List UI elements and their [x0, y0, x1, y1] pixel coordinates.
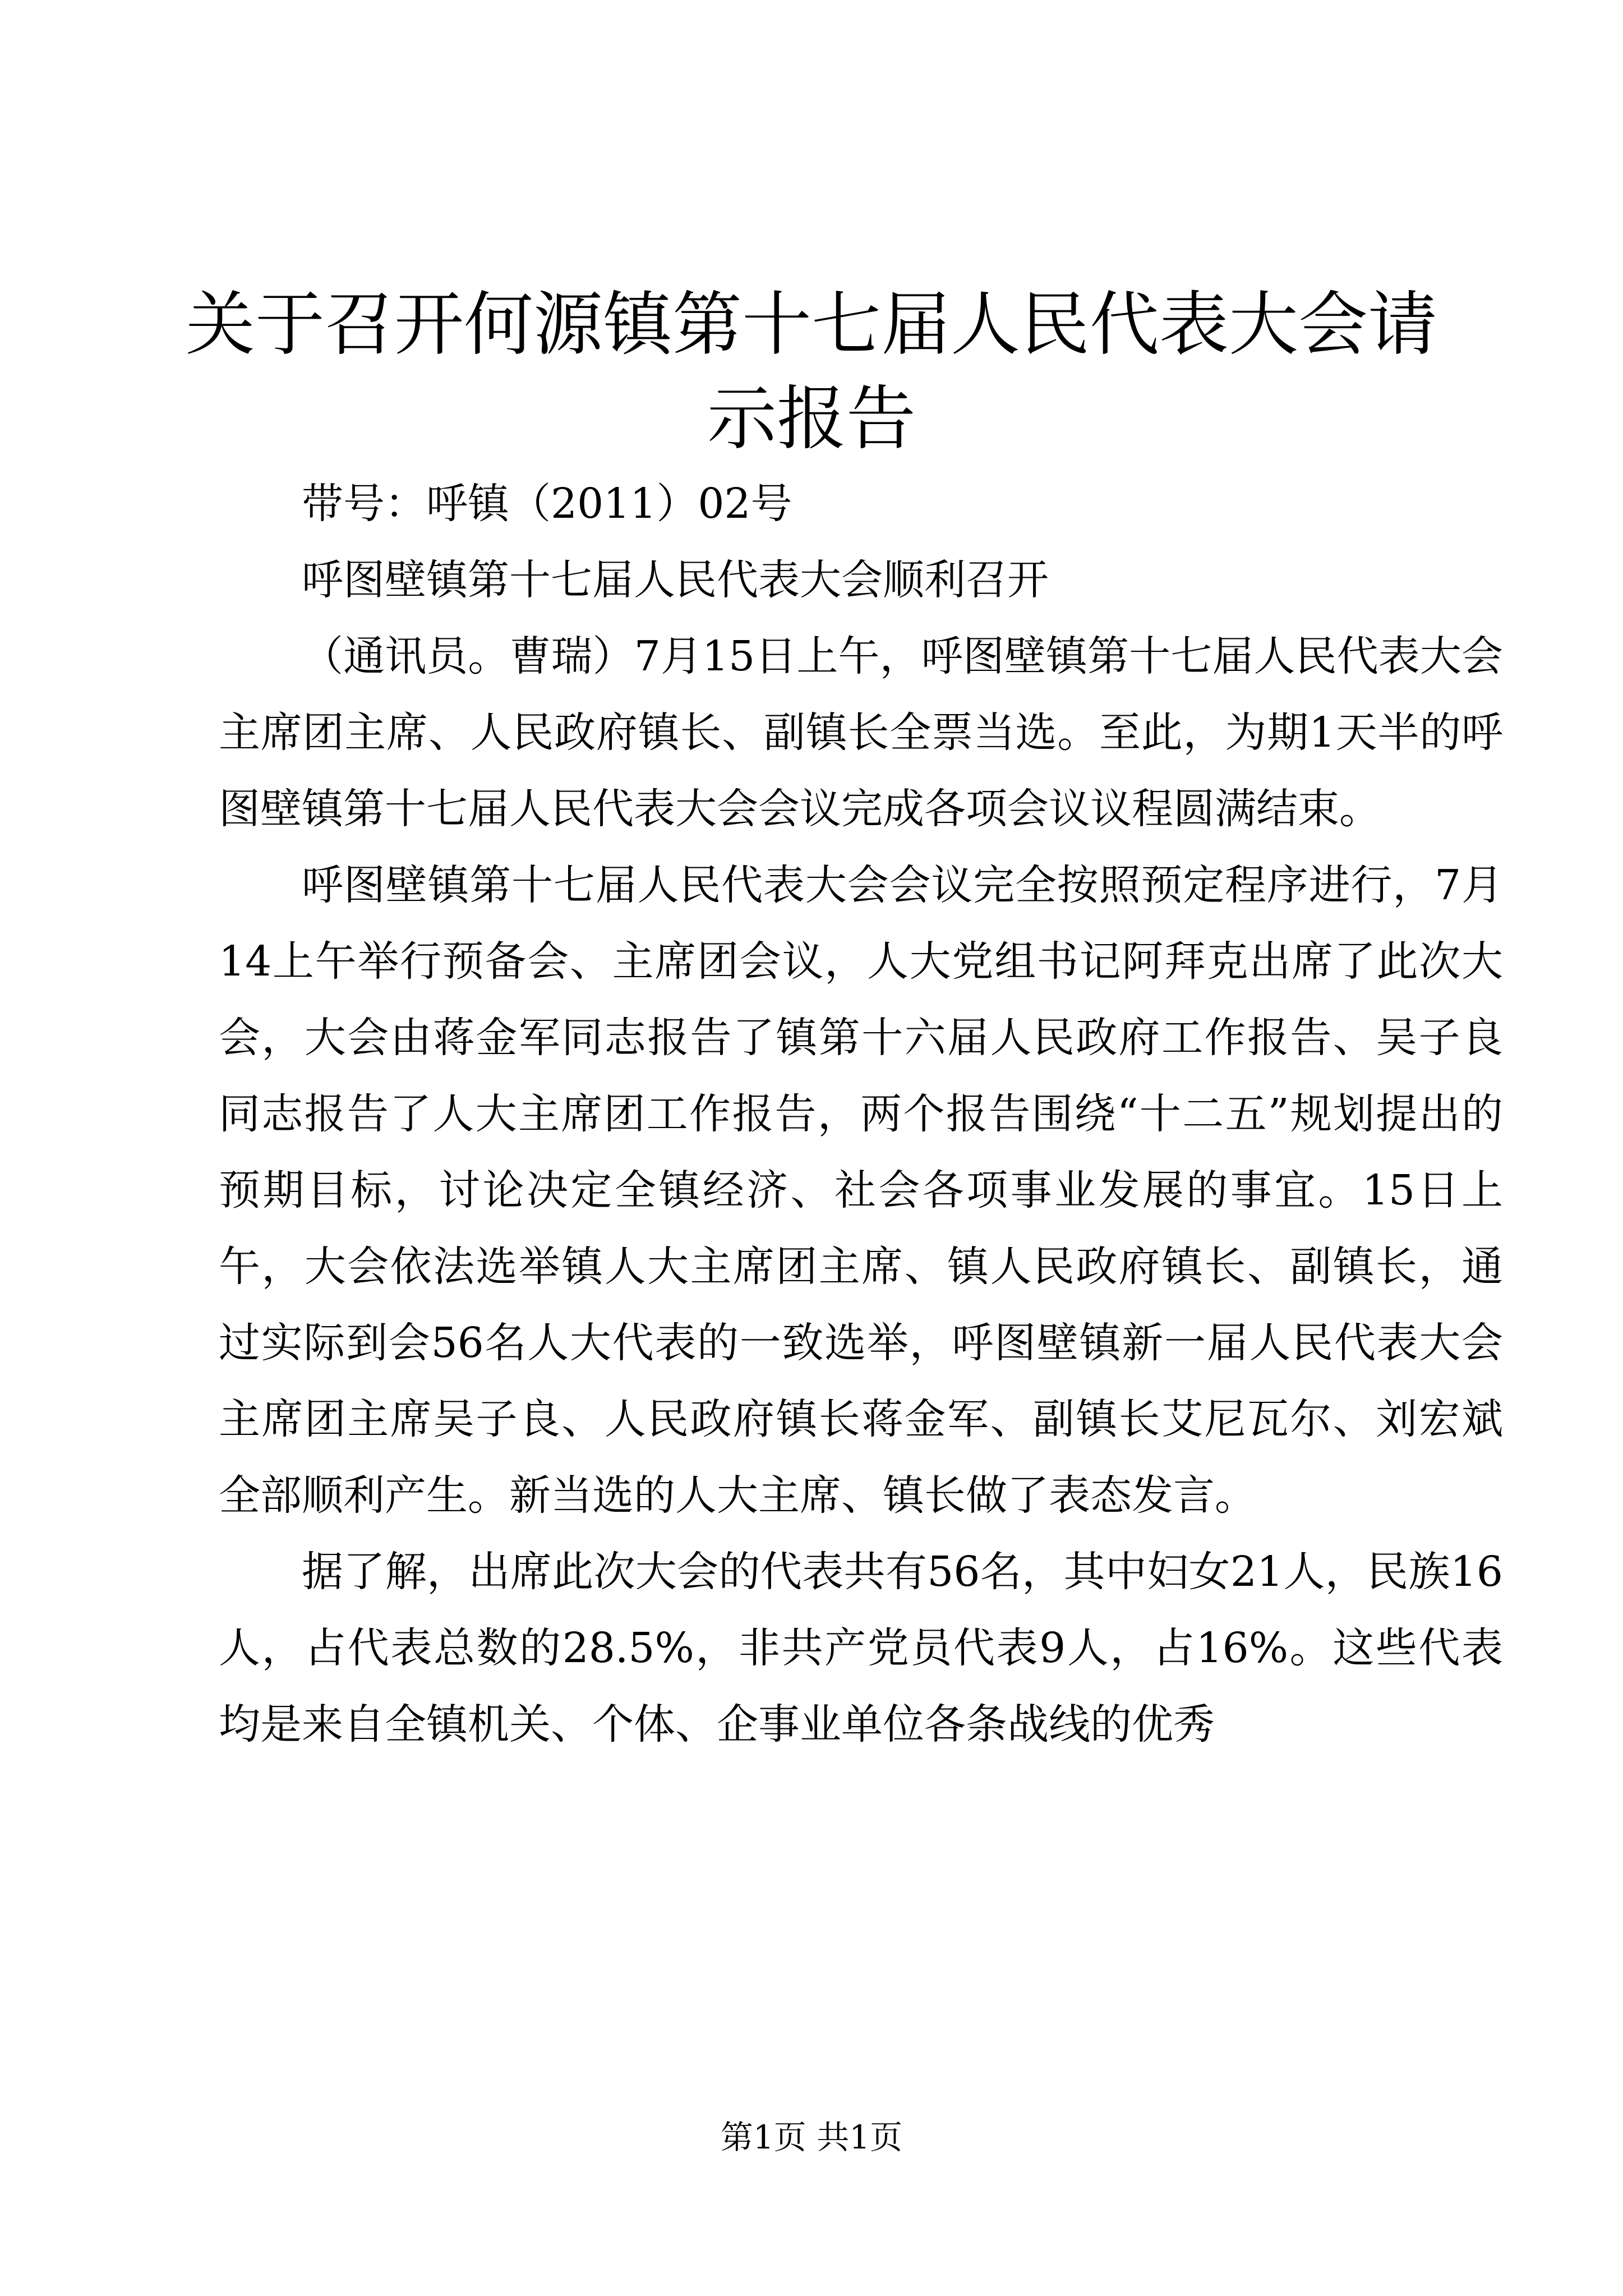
body-paragraph: 呼图壁镇第十七届人民代表大会会议完全按照预定程序进行，7月14上午举行预备会、主席团会议，人大党组书记阿拜克出席了此次大会，大会由蒋金军同志报告了镇第十六届人民政府工作报告、吴子良同志报告了人大主席团工作报告，两个报告围绕“十二五”规划提出的预期目标，讨论决定全镇经济、社会各项事业发展的事宜。15日上午，大会依法选举镇人大主席团主席、镇人民政府镇长、副镇长，通过实际到会56名人大代表的一致选举，呼图壁镇新一届人民代表大会主席团主席吴子良、人民政府镇长蒋金军、副镇长艾尼瓦尔、刘宏斌全部顺利产生。新当选的人大主席、镇长做了表态发言。 [219, 861, 1503, 1520]
document-body [219, 466, 1503, 1763]
body-paragraph: 据了解，出席此次大会的代表共有56名，其中妇女21人，民族16人，占代表总数的28.5%，非共产党员代表9人，占16%。这些代表均是来自全镇机关、个体、企事业单位各条战线的优秀 [219, 1548, 1503, 1749]
news-headline: 呼图壁镇第十七届人民代表大会顺利召开 [302, 556, 1049, 604]
body-paragraph: （通讯员。曹瑞）7月15日上午，呼图壁镇第十七届人民代表大会主席团主席、人民政府镇长、副镇长全票当选。至此，为期1天半的呼图壁镇第十七届人民代表大会会议完成各项会议议程圆满结束。 [219, 632, 1503, 833]
document-title: 关于召开何源镇第十七届人民代表大会请示报告 [185, 284, 1437, 459]
document-number: 带号：呼镇（2011）02号 [302, 480, 792, 528]
page-footer: 第1页 共1页 [720, 2118, 903, 2156]
